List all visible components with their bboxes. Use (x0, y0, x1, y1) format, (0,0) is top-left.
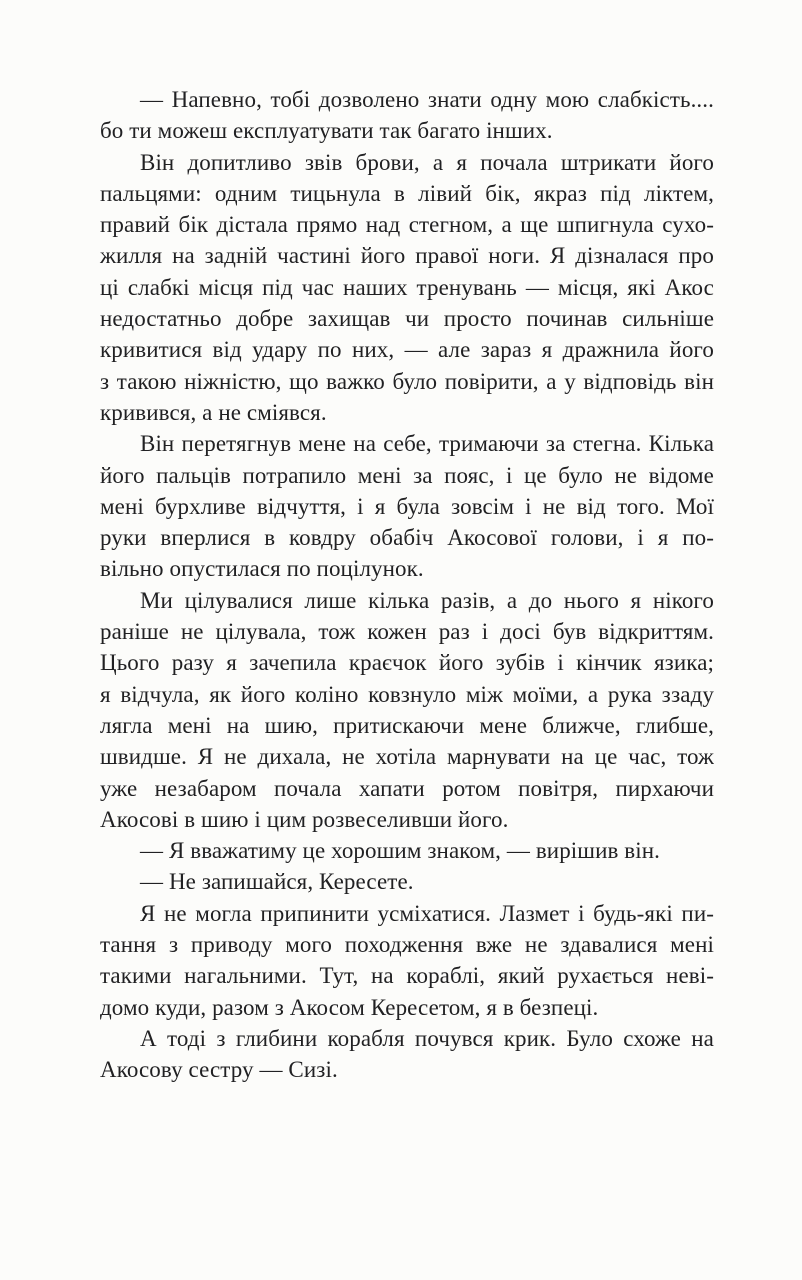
text-line: правий бік дістала прямо над стегном, а ще шпигнула сухо- (100, 212, 714, 238)
text-line: ці слабкі місця під час наших тренувань — місця, які Акос (100, 274, 714, 300)
paragraph (100, 835, 714, 866)
paragraph (100, 84, 714, 147)
text-line: з такою ніжністю, що важко було повірити, а у відповідь він (100, 368, 714, 394)
text-line: кривитися від удару по них, — але зараз я дражнила його (100, 337, 714, 363)
text-line: уже незабаром почала хапати ротом повітря, пирхаючи (100, 775, 714, 801)
text-line: недостатньо добре захищав чи просто починав сильніше (100, 306, 714, 332)
text-line: жилля на задній частині його правої ноги. Я дізналася про (100, 243, 714, 269)
paragraph (100, 866, 714, 897)
text-line: Я не могла припинити усміхатися. Лазмет і будь-які пи- (140, 900, 714, 926)
text-line: бо ти можеш експлуатувати так багато інших. (100, 118, 553, 144)
text-line: його пальців потрапило мені за пояс, і це було не відоме (100, 462, 714, 488)
text-line: Ми цілувалися лише кілька разів, а до нього я нікого (140, 587, 714, 613)
text-line: раніше не цілувала, тож кожен раз і досі був відкриттям. (100, 619, 714, 645)
text-line: Акосові в шию і цим розвеселивши його. (100, 806, 509, 832)
text-block (100, 84, 714, 1086)
text-line: такими нагальними. Тут, на кораблі, який рухається неві- (100, 963, 714, 989)
paragraph (100, 898, 714, 1023)
text-line: — Не запишайся, Кересете. (140, 869, 414, 895)
text-line: Цього разу я зачепила краєчок його зубів і кінчик язика; (100, 650, 714, 676)
text-line: — Я вважатиму це хорошим знаком, — вирішив він. (140, 838, 661, 864)
text-line: мені бурхливе відчуття, і я була зовсім і не від того. Мої (100, 493, 714, 519)
text-line: швидше. Я не дихала, не хотіла марнувати на це час, тож (100, 744, 714, 770)
text-line: кривився, а не сміявся. (100, 399, 327, 425)
text-line: — Напевно, тобі дозволено знати одну мою слабкість.... (140, 87, 714, 112)
text-line: домо куди, разом з Акосом Кересетом, я в безпеці. (100, 994, 599, 1020)
text-line: руки вперлися в ковдру обабіч Акосової голови, і я по- (100, 525, 714, 551)
text-line: тання з приводу мого походження вже не здавалися мені (100, 932, 714, 958)
text-line: Він перетягнув мене на себе, тримаючи за стегна. Кілька (140, 431, 714, 457)
paragraph (100, 585, 714, 835)
text-line: лягла мені на шию, притискаючи мене ближче, глибше, (100, 712, 714, 738)
text-line: я відчула, як його коліно ковзнуло між моїми, а рука ззаду (100, 681, 714, 707)
paragraph (100, 147, 714, 429)
paragraph (100, 1023, 714, 1086)
paragraph (100, 428, 714, 584)
text-line: А тоді з глибини корабля почувся крик. Було схоже на (140, 1025, 714, 1051)
text-line: вільно опустилася по поцілунок. (100, 556, 424, 582)
text-line: Акосову сестру — Сизі. (100, 1057, 338, 1083)
text-line: пальцями: одним тицьнула в лівий бік, якраз під ліктем, (100, 180, 714, 206)
text-line: Він допитливо звів брови, а я почала штрикати його (140, 149, 714, 175)
